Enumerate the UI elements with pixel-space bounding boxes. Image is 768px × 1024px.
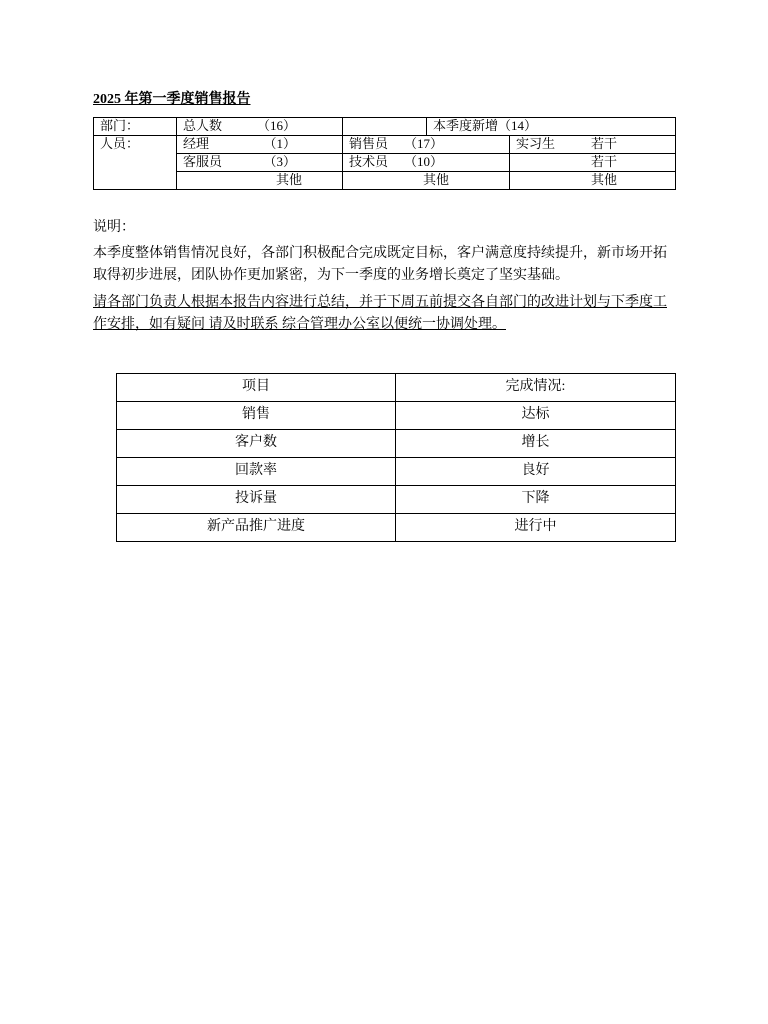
row4-c3-value: 其他 xyxy=(510,172,676,190)
service-label: 客服员 xyxy=(183,154,223,169)
intern-cell xyxy=(510,136,676,154)
row3-other-value: 若干 xyxy=(510,154,676,172)
new-added-cell: 本季度新增（14） xyxy=(427,118,676,136)
service-cell xyxy=(177,154,343,172)
tech-cell xyxy=(343,154,510,172)
total-count-value: （16） xyxy=(256,118,296,133)
row4-c1-value: 其他 xyxy=(177,172,343,190)
intern-value: 若干 xyxy=(591,136,618,151)
table-row xyxy=(117,514,676,542)
total-count-cell xyxy=(177,118,343,136)
row4-c2-value: 其他 xyxy=(343,172,510,190)
summary-item: 回款率 xyxy=(117,458,396,486)
sales-staff-value: （17） xyxy=(403,136,443,151)
summary-status: 进行中 xyxy=(396,514,676,542)
summary-status: 良好 xyxy=(396,458,676,486)
manager-label: 经理 xyxy=(183,136,210,151)
summary-item: 新产品推广进度 xyxy=(117,514,396,542)
section-heading: 说明： xyxy=(93,220,135,235)
empty-cell xyxy=(343,118,427,136)
table-row xyxy=(117,402,676,430)
info-row-2 xyxy=(94,136,676,154)
summary-item: 客户数 xyxy=(117,430,396,458)
paragraph-1: 本季度整体销售情况良好，各部门积极配合完成既定目标，客户满意度持续提升，新市场开拓取得初步进展，团队协作更加紧密，为下一季度的业务增长奠定了坚实基础。 xyxy=(93,246,667,283)
summary-header-row xyxy=(117,374,676,402)
summary-table xyxy=(116,373,676,542)
table-row xyxy=(117,430,676,458)
summary-item: 销售 xyxy=(117,402,396,430)
dept-label: 部门： xyxy=(94,118,177,136)
table-row xyxy=(117,458,676,486)
report-title: 2025 年第一季度销售报告 xyxy=(93,92,251,107)
total-count-label: 总人数 xyxy=(183,118,223,133)
info-row-3 xyxy=(94,154,676,172)
tech-value: （10） xyxy=(403,154,443,169)
summary-header-status: 完成情况: xyxy=(396,374,676,402)
manager-value: （1） xyxy=(263,136,296,151)
info-row-1 xyxy=(94,118,676,136)
summary-item: 投诉量 xyxy=(117,486,396,514)
tech-label: 技术员 xyxy=(349,154,389,169)
sales-staff-cell xyxy=(343,136,510,154)
summary-header-item: 项目 xyxy=(117,374,396,402)
intern-label: 实习生 xyxy=(516,136,556,151)
paragraph-2: 请各部门负责人根据本报告内容进行总结，并于下周五前提交各自部门的改进计划与下季度工作安排，如有疑问 请及时联系 综合管理办公室以便统一协调处理。 xyxy=(93,295,667,332)
staff-label: 人员： xyxy=(94,136,177,190)
manager-cell xyxy=(177,136,343,154)
service-value: （3） xyxy=(263,154,296,169)
info-row-4 xyxy=(94,172,676,190)
sales-staff-label: 销售员 xyxy=(349,136,389,151)
summary-status: 增长 xyxy=(396,430,676,458)
info-table xyxy=(93,117,676,190)
summary-status: 达标 xyxy=(396,402,676,430)
table-row xyxy=(117,486,676,514)
summary-status: 下降 xyxy=(396,486,676,514)
